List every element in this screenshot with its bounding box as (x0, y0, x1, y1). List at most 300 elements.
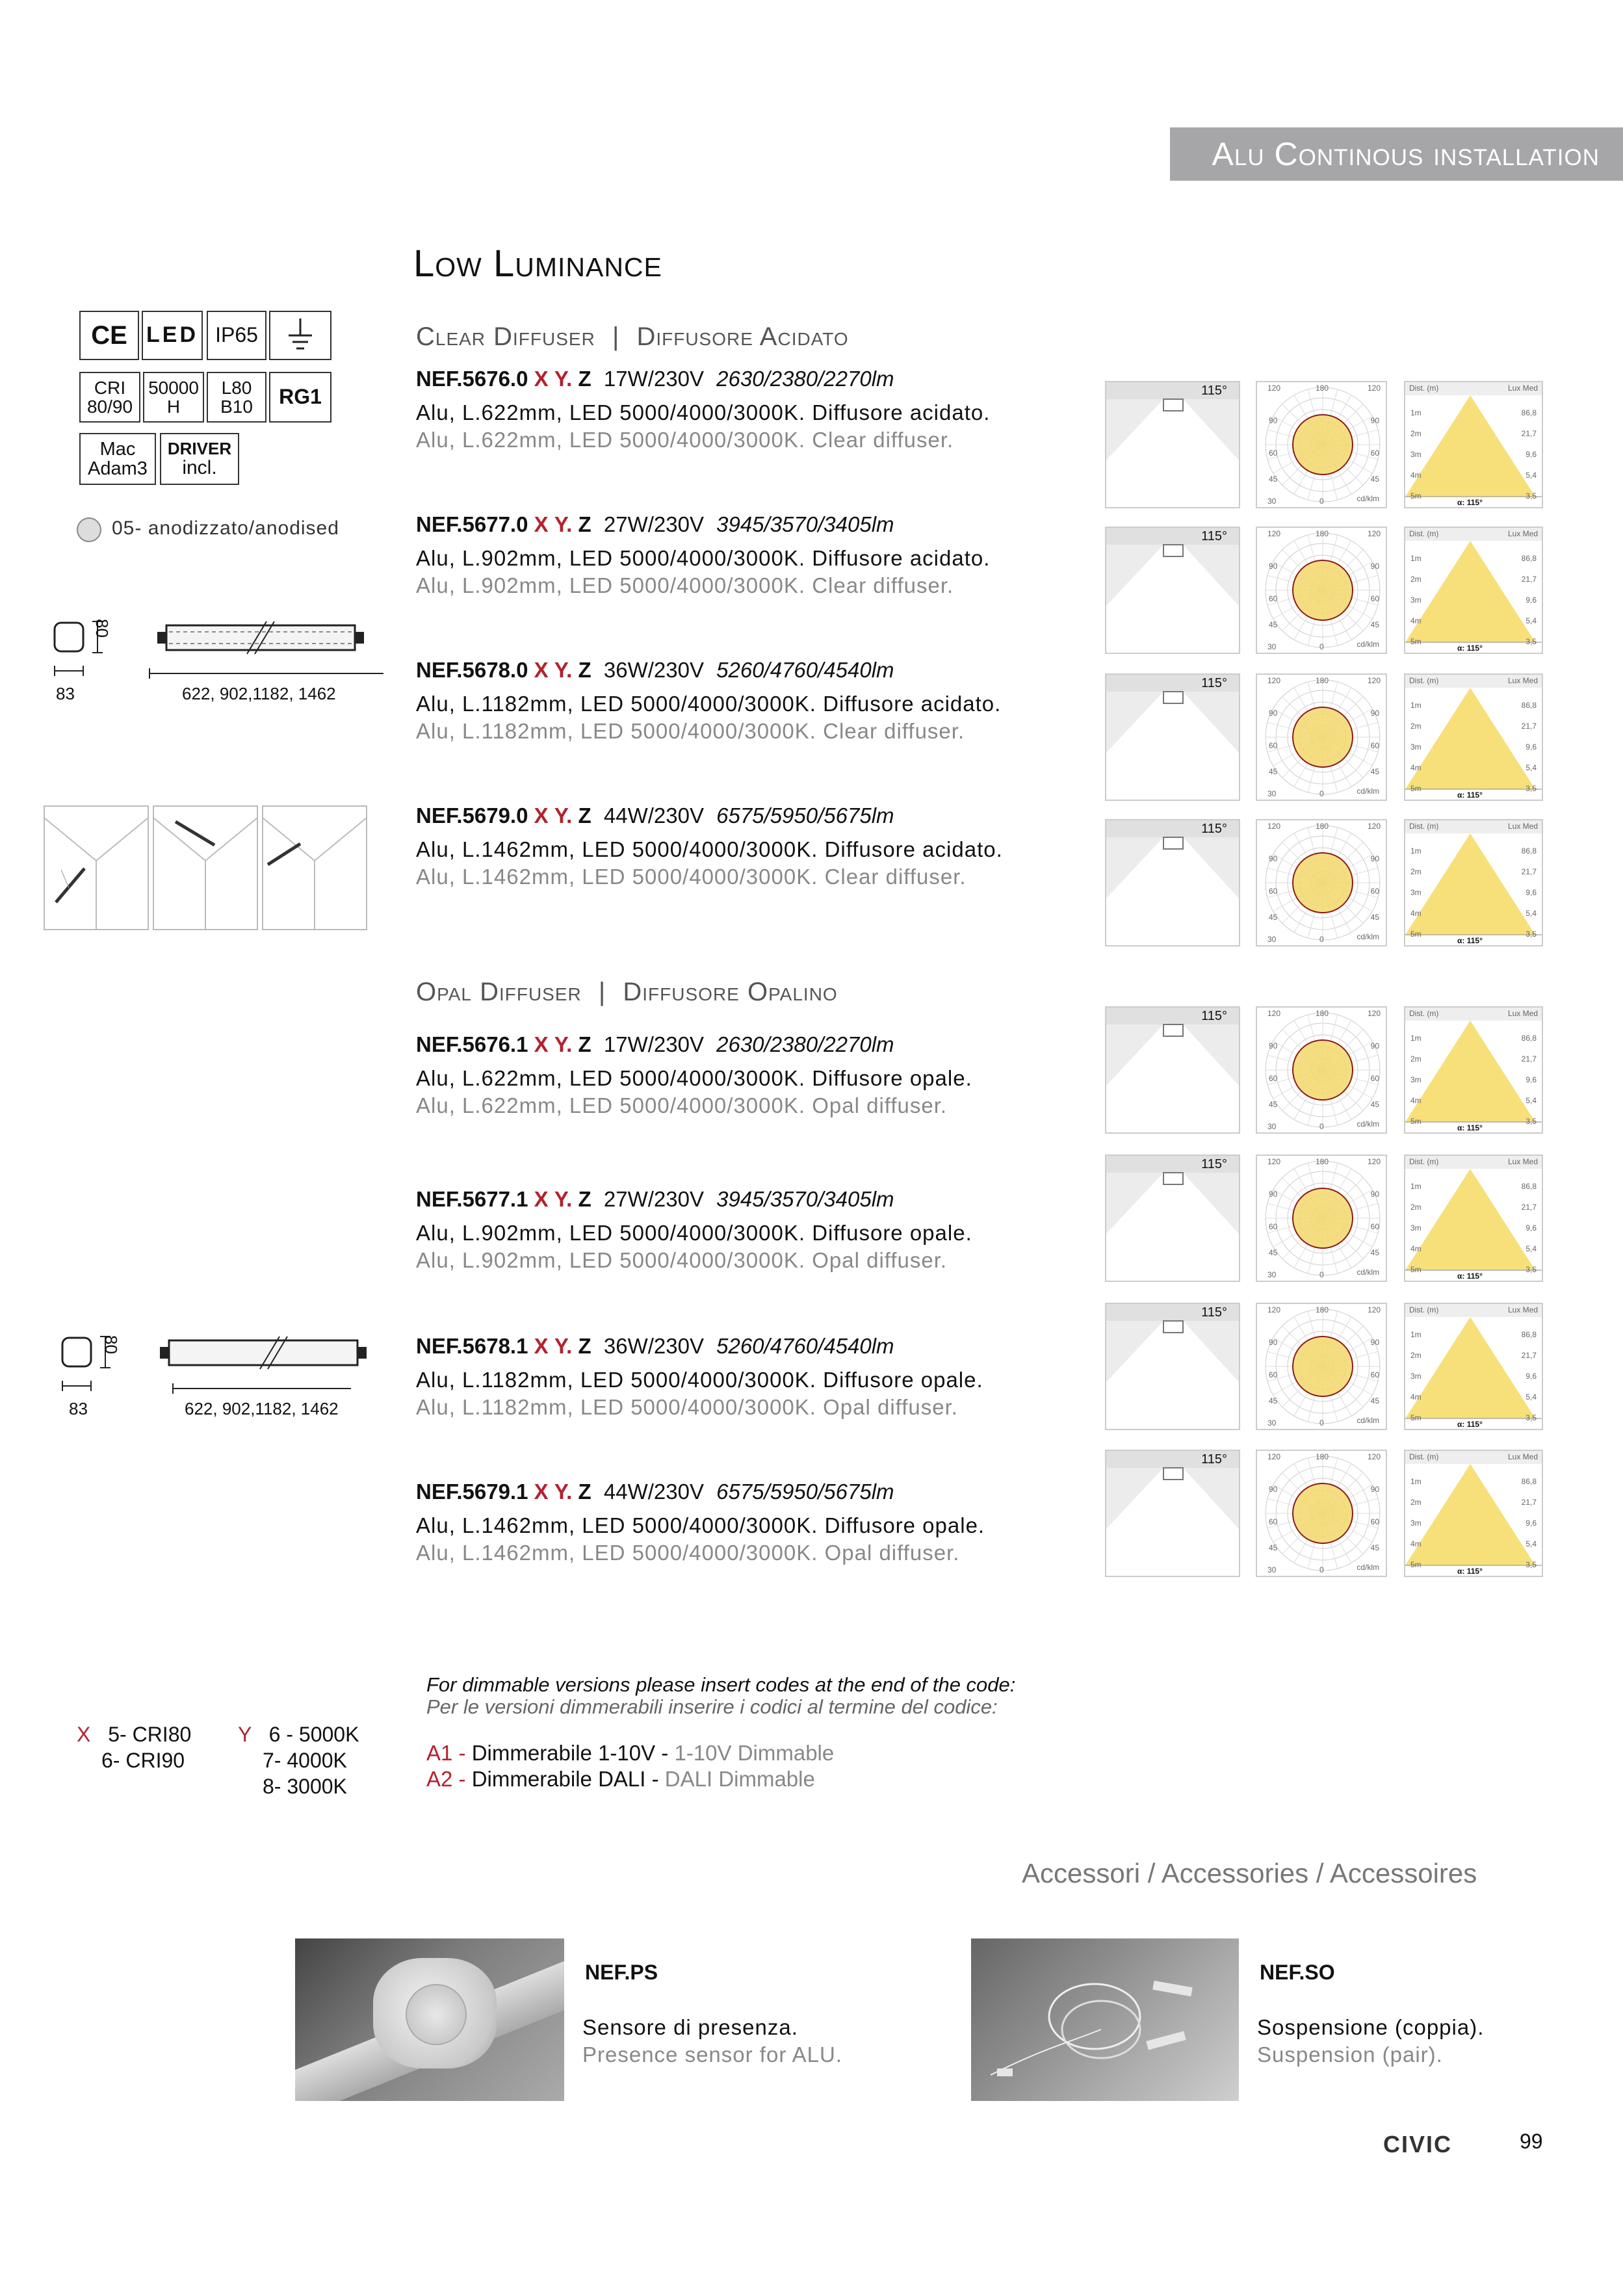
lux-value: 21,7 (1521, 1054, 1537, 1063)
polar-tick-l90: 90 (1269, 854, 1278, 863)
lux-value: 3,5 (1526, 1265, 1537, 1274)
polar-diagram (1256, 1450, 1387, 1577)
page-number: 99 (1520, 2130, 1543, 2153)
polar-tick-b0: 0 (1319, 497, 1324, 506)
polar-tick-tr: 120 (1367, 384, 1381, 393)
polar-tick-r60: 60 (1370, 741, 1379, 750)
suspension-cable-icon (971, 1938, 1239, 2101)
product-heading (416, 1334, 1066, 1359)
polar-tick-l90: 90 (1269, 562, 1278, 571)
lux-distance: 4m (1410, 763, 1422, 772)
lux-value: 5,4 (1526, 763, 1537, 772)
finish-swatch (77, 517, 101, 542)
product-z: Z (578, 1334, 591, 1358)
beam-angle: 115° (1201, 384, 1227, 398)
dimming-a1-sep1: - (452, 1741, 472, 1765)
beam-angle: 115° (1201, 822, 1227, 836)
lux-distance: 2m (1410, 429, 1422, 438)
polar-tick-b0: 0 (1319, 642, 1324, 651)
polar-tick-r60: 60 (1370, 1222, 1379, 1231)
polar-unit: cd/klm (1357, 1119, 1379, 1128)
polar-tick-l60: 60 (1269, 887, 1278, 896)
lux-value: 3,5 (1526, 1560, 1537, 1569)
lux-value: 5,4 (1526, 1244, 1537, 1253)
legend-y (238, 1723, 359, 1747)
lux-distance: 5m (1410, 1560, 1422, 1569)
lux-table (1404, 1006, 1543, 1134)
lux-value: 86,8 (1521, 1182, 1537, 1191)
lux-distance: 3m (1410, 1372, 1422, 1381)
lux-distance: 2m (1410, 1351, 1422, 1360)
hours-badge: 50000 H (143, 372, 204, 423)
polar-tick-l60: 60 (1269, 1074, 1278, 1083)
polar-diagram (1256, 1006, 1387, 1134)
lux-value: 21,7 (1521, 1498, 1537, 1507)
polar-tick-b30: 30 (1267, 1270, 1277, 1279)
lux-cone-icon (1405, 1008, 1542, 1132)
polar-tick-tm: 180 (1316, 1305, 1329, 1314)
product-heading (416, 803, 1066, 828)
product-code: NEF.5677.1 (416, 1187, 528, 1211)
polar-tick-r90: 90 (1370, 709, 1379, 718)
product-y: Y. (554, 367, 573, 391)
lux-value: 86,8 (1521, 1034, 1537, 1043)
product-code: NEF.5679.1 (416, 1480, 528, 1504)
product-z: Z (578, 512, 591, 536)
lux-value: 86,8 (1521, 554, 1537, 563)
dimming-a2-sep1: - (452, 1767, 472, 1791)
polar-tick-tl: 120 (1267, 384, 1281, 393)
product-item (416, 1480, 1066, 1565)
lux-value: 5,4 (1526, 909, 1537, 918)
lux-distance: 1m (1410, 846, 1422, 855)
lux-value: 21,7 (1521, 867, 1537, 876)
product-flux: 5260/4760/4540lm (716, 1334, 894, 1358)
beam-angle: 115° (1201, 1452, 1227, 1467)
lux-value: 3,5 (1526, 637, 1537, 646)
product-z: Z (578, 803, 591, 828)
product-power: 27W/230V (603, 1187, 704, 1211)
lux-distance: 1m (1410, 408, 1422, 417)
polar-tick-r90: 90 (1370, 1041, 1379, 1050)
polar-unit: cd/klm (1357, 640, 1379, 649)
lux-distance: 1m (1410, 1330, 1422, 1339)
polar-curve-icon (1257, 675, 1386, 800)
lux-distance: 4m (1410, 1244, 1422, 1253)
polar-tick-b30: 30 (1267, 1565, 1277, 1574)
page-title: Low Luminance (413, 242, 662, 285)
dimming-a1-en: 1-10V Dimmable (674, 1741, 835, 1765)
product-heading (416, 1032, 1066, 1057)
suspension-photo (971, 1938, 1239, 2101)
lux-distance: 5m (1410, 491, 1422, 501)
lux-distance: 1m (1410, 701, 1422, 710)
beam-diagram (1105, 673, 1240, 801)
polar-tick-r90: 90 (1370, 1485, 1379, 1494)
lux-dist-header: Dist. (m) (1409, 822, 1439, 831)
dim-height-clear: 80 (92, 619, 112, 638)
polar-tick-b30: 30 (1267, 1122, 1277, 1131)
polar-tick-tm: 180 (1316, 384, 1329, 393)
lux-alpha: α: 115° (1457, 1567, 1483, 1576)
polar-tick-b30: 30 (1267, 935, 1277, 944)
lux-value: 21,7 (1521, 1203, 1537, 1212)
product-power: 27W/230V (603, 512, 704, 536)
accessory-it-ps: Sensore di presenza. (582, 2015, 798, 2039)
polar-tick-l45: 45 (1269, 620, 1278, 629)
lux-header: Lux Med (1507, 676, 1538, 685)
lux-value: 5,4 (1526, 471, 1537, 480)
lux-value: 9,6 (1526, 1372, 1537, 1381)
product-flux: 3945/3570/3405lm (716, 1187, 894, 1211)
section-opal-sep: | (598, 978, 606, 1006)
lux-alpha: α: 115° (1457, 498, 1483, 507)
lux-table (1404, 673, 1543, 801)
finish-label: 05- anodizzato/anodised (112, 517, 339, 539)
accessory-code-so: NEF.SO (1260, 1961, 1335, 1984)
polar-tick-l90: 90 (1269, 1485, 1278, 1494)
beam-angle: 115° (1201, 529, 1227, 543)
polar-tick-tm: 180 (1316, 822, 1329, 831)
lux-value: 3,5 (1526, 784, 1537, 793)
polar-tick-b30: 30 (1267, 1418, 1277, 1428)
lux-distance: 3m (1410, 1223, 1422, 1233)
product-desc-it: Alu, L.902mm, LED 5000/4000/3000K. Diffusore opale. (416, 1221, 972, 1245)
lux-value: 9,6 (1526, 595, 1537, 605)
legend-x-item-1: 6- CRI90 (101, 1749, 185, 1772)
lux-value: 3,5 (1526, 1413, 1537, 1422)
section-clear-it: Diffusore Acidato (636, 322, 849, 351)
lux-distance: 2m (1410, 575, 1422, 584)
lux-dist-header: Dist. (m) (1409, 529, 1439, 538)
polar-diagram (1256, 527, 1387, 654)
product-y: Y. (554, 658, 573, 682)
lux-value: 86,8 (1521, 701, 1537, 710)
product-item (416, 367, 1066, 452)
product-power: 36W/230V (603, 1334, 704, 1358)
polar-tick-l45: 45 (1269, 913, 1278, 922)
dimming-note-en: For dimmable versions please insert codes at the end of the code: (426, 1673, 1016, 1696)
lux-distance: 1m (1410, 1477, 1422, 1486)
section-clear-en: Clear Diffuser (416, 322, 595, 351)
dim-width-clear: 83 (56, 684, 75, 703)
lux-distance: 4m (1410, 1539, 1422, 1548)
polar-tick-tl: 120 (1267, 1452, 1281, 1461)
led-badge: LED (142, 311, 203, 360)
beam-angle: 115° (1201, 1157, 1227, 1171)
product-x: X (534, 1480, 549, 1504)
polar-tick-l45: 45 (1269, 1100, 1278, 1109)
polar-tick-tl: 120 (1267, 529, 1281, 538)
polar-tick-r45: 45 (1370, 620, 1379, 629)
polar-curve-icon (1257, 1451, 1386, 1576)
lux-value: 21,7 (1521, 429, 1537, 438)
product-heading (416, 1480, 1066, 1504)
lux-header: Lux Med (1507, 384, 1538, 393)
legend-y-item-0: 6 - 5000K (268, 1723, 359, 1746)
lux-table (1404, 1303, 1543, 1430)
product-code: NEF.5679.0 (416, 803, 528, 828)
polar-tick-r60: 60 (1370, 887, 1379, 896)
product-flux: 3945/3570/3405lm (716, 512, 894, 536)
polar-tick-r60: 60 (1370, 594, 1379, 603)
lux-cone-icon (1405, 1156, 1542, 1281)
lux-distance: 4m (1410, 1096, 1422, 1105)
dim-height-opal: 80 (101, 1335, 121, 1354)
polar-tick-r45: 45 (1370, 1100, 1379, 1109)
rg1-badge: RG1 (269, 372, 331, 423)
lux-cone-icon (1405, 820, 1542, 945)
polar-tick-r60: 60 (1370, 1370, 1379, 1379)
polar-diagram (1256, 1155, 1387, 1282)
polar-tick-tm: 180 (1316, 1452, 1329, 1461)
product-desc-en: Alu, L.902mm, LED 5000/4000/3000K. Clear diffuser. (416, 573, 954, 597)
beam-cone-icon (1106, 675, 1239, 800)
product-x: X (534, 803, 549, 828)
legend-y-item-2: 8- 3000K (263, 1775, 347, 1798)
lux-distance: 5m (1410, 637, 1422, 646)
beam-diagram (1105, 1006, 1240, 1134)
polar-tick-tl: 120 (1267, 1009, 1281, 1018)
polar-tick-b0: 0 (1319, 1565, 1324, 1574)
lux-distance: 3m (1410, 742, 1422, 751)
beam-cone-icon (1106, 528, 1239, 653)
product-y: Y. (554, 1032, 573, 1056)
product-desc-en: Alu, L.1462mm, LED 5000/4000/3000K. Clear diffuser. (416, 865, 967, 889)
polar-unit: cd/klm (1357, 494, 1379, 503)
section-clear-sep: | (612, 322, 620, 351)
lux-value: 21,7 (1521, 722, 1537, 731)
polar-unit: cd/klm (1357, 787, 1379, 796)
lux-header: Lux Med (1507, 822, 1538, 831)
lux-distance: 5m (1410, 784, 1422, 793)
ground-icon (281, 316, 320, 355)
polar-tick-l45: 45 (1269, 475, 1278, 484)
product-item (416, 1334, 1066, 1420)
legend-x-label: X (77, 1723, 91, 1746)
polar-tick-l45: 45 (1269, 1396, 1278, 1405)
lux-distance: 5m (1410, 930, 1422, 939)
dimming-item-a2 (426, 1767, 815, 1792)
driver-badge (160, 433, 239, 485)
lux-distance: 1m (1410, 554, 1422, 563)
polar-tick-r45: 45 (1370, 913, 1379, 922)
lux-value: 86,8 (1521, 846, 1537, 855)
lux-table (1404, 1450, 1543, 1577)
lux-table (1404, 381, 1543, 508)
lux-distance: 2m (1410, 1054, 1422, 1063)
lux-header: Lux Med (1507, 529, 1538, 538)
product-y: Y. (554, 1187, 573, 1211)
polar-tick-r60: 60 (1370, 1074, 1379, 1083)
polar-tick-tr: 120 (1367, 676, 1381, 685)
product-code: NEF.5678.0 (416, 658, 528, 682)
polar-tick-tm: 180 (1316, 1157, 1329, 1166)
accessory-en-ps: Presence sensor for ALU. (582, 2042, 843, 2067)
lux-header: Lux Med (1507, 1452, 1538, 1461)
lux-distance: 3m (1410, 1519, 1422, 1528)
product-desc-it: Alu, L.1182mm, LED 5000/4000/3000K. Diffusore acidato. (416, 692, 1002, 716)
polar-curve-icon (1257, 1304, 1386, 1429)
lux-table (1404, 1155, 1543, 1282)
section-opal-it: Diffusore Opalino (623, 978, 838, 1006)
product-item (416, 803, 1066, 889)
polar-tick-b30: 30 (1267, 789, 1277, 798)
polar-unit: cd/klm (1357, 1416, 1379, 1425)
product-flux: 2630/2380/2270lm (716, 1032, 894, 1056)
lux-distance: 1m (1410, 1182, 1422, 1191)
product-heading (416, 1187, 1066, 1212)
product-desc-it: Alu, L.1182mm, LED 5000/4000/3000K. Diffusore opale. (416, 1368, 983, 1392)
beam-angle: 115° (1201, 1009, 1227, 1023)
product-flux: 5260/4760/4540lm (716, 658, 894, 682)
product-desc-en: Alu, L.1182mm, LED 5000/4000/3000K. Clear diffuser. (416, 719, 965, 743)
lux-dist-header: Dist. (m) (1409, 676, 1439, 685)
polar-curve-icon (1257, 1156, 1386, 1281)
product-x: X (534, 512, 549, 536)
product-heading (416, 658, 1066, 683)
polar-tick-l90: 90 (1269, 709, 1278, 718)
polar-tick-tl: 120 (1267, 676, 1281, 685)
beam-diagram (1105, 819, 1240, 946)
lux-value: 86,8 (1521, 1477, 1537, 1486)
lux-distance: 5m (1410, 1265, 1422, 1274)
beam-cone-icon (1106, 820, 1239, 945)
product-heading (416, 512, 1066, 537)
polar-tick-tr: 120 (1367, 1305, 1381, 1314)
product-z: Z (578, 1480, 591, 1504)
driver-label: DRIVER (167, 438, 232, 458)
lux-alpha: α: 115° (1457, 936, 1483, 945)
lux-value: 5,4 (1526, 1096, 1537, 1105)
lux-cone-icon (1405, 382, 1542, 507)
polar-tick-l45: 45 (1269, 1248, 1278, 1257)
polar-tick-l60: 60 (1269, 449, 1278, 458)
lux-cone-icon (1405, 528, 1542, 653)
product-power: 17W/230V (603, 367, 704, 391)
polar-tick-tr: 120 (1367, 822, 1381, 831)
product-item (416, 658, 1066, 744)
dimming-note-it: Per le versioni dimmerabili inserire i codici al termine del codice: (426, 1695, 998, 1718)
product-x: X (534, 658, 549, 682)
dimming-item-a1 (426, 1741, 834, 1766)
polar-tick-l45: 45 (1269, 767, 1278, 776)
lux-distance: 4m (1410, 909, 1422, 918)
lux-value: 3,5 (1526, 930, 1537, 939)
polar-tick-tr: 120 (1367, 529, 1381, 538)
lux-dist-header: Dist. (m) (1409, 1009, 1439, 1018)
beam-cone-icon (1106, 382, 1239, 507)
polar-tick-tm: 180 (1316, 676, 1329, 685)
product-x: X (534, 367, 549, 391)
polar-tick-r90: 90 (1370, 416, 1379, 425)
lux-distance: 1m (1410, 1034, 1422, 1043)
product-code: NEF.5677.0 (416, 512, 528, 536)
dimming-a1-it: Dimmerabile 1-10V (471, 1741, 656, 1765)
product-z: Z (578, 1032, 591, 1056)
product-x: X (534, 1032, 549, 1056)
beam-cone-icon (1106, 1451, 1239, 1576)
beam-angle: 115° (1201, 1305, 1227, 1320)
polar-tick-l60: 60 (1269, 741, 1278, 750)
product-code: NEF.5678.1 (416, 1334, 528, 1358)
legend-y-label: Y (238, 1723, 252, 1746)
beam-angle: 115° (1201, 676, 1227, 690)
beam-diagram (1105, 1303, 1240, 1430)
product-desc-en: Alu, L.902mm, LED 5000/4000/3000K. Opal diffuser. (416, 1248, 948, 1272)
legend-x-item-0: 5- CRI80 (108, 1723, 192, 1746)
polar-tick-tl: 120 (1267, 1305, 1281, 1314)
polar-tick-b30: 30 (1267, 642, 1277, 651)
product-flux: 2630/2380/2270lm (716, 367, 894, 391)
lux-value: 9,6 (1526, 1223, 1537, 1233)
dimming-a2-sep2: - (645, 1767, 665, 1791)
lux-distance: 2m (1410, 867, 1422, 876)
cri-badge: CRI 80/90 (79, 372, 140, 423)
product-power: 44W/230V (603, 1480, 704, 1504)
polar-diagram (1256, 381, 1387, 508)
polar-curve-icon (1257, 528, 1386, 653)
dimming-a2-code: A2 (426, 1767, 453, 1791)
polar-curve-icon (1257, 1008, 1386, 1132)
polar-unit: cd/klm (1357, 1563, 1379, 1572)
lux-alpha: α: 115° (1457, 644, 1483, 653)
beam-diagram (1105, 1450, 1240, 1577)
product-y: Y. (554, 803, 573, 828)
polar-diagram (1256, 819, 1387, 946)
polar-tick-r45: 45 (1370, 767, 1379, 776)
product-item (416, 1032, 1066, 1118)
lux-cone-icon (1405, 1304, 1542, 1429)
ground-badge (269, 311, 331, 360)
brand-logo: CIVIC (1383, 2131, 1453, 2158)
product-power: 17W/230V (603, 1032, 704, 1056)
lux-table (1404, 527, 1543, 654)
polar-tick-tl: 120 (1267, 1157, 1281, 1166)
polar-unit: cd/klm (1357, 932, 1379, 941)
lux-alpha: α: 115° (1457, 1420, 1483, 1429)
polar-tick-r45: 45 (1370, 1396, 1379, 1405)
dimming-a2-en: DALI Dimmable (664, 1767, 815, 1791)
product-y: Y. (554, 1334, 573, 1358)
ip65-badge: IP65 (207, 311, 266, 360)
polar-tick-l60: 60 (1269, 594, 1278, 603)
polar-tick-b0: 0 (1319, 1122, 1324, 1131)
product-x: X (534, 1334, 549, 1358)
accessories-title: Accessori / Accessories / Accessoires (1022, 1858, 1477, 1888)
polar-tick-l90: 90 (1269, 1041, 1278, 1050)
driver-incl: incl. (182, 456, 217, 478)
section-title-opal (416, 978, 838, 1007)
installation-sketches (43, 805, 370, 932)
product-flux: 6575/5950/5675lm (716, 1480, 894, 1504)
beam-diagram (1105, 381, 1240, 508)
lux-distance: 2m (1410, 722, 1422, 731)
lux-alpha: α: 115° (1457, 1272, 1483, 1281)
beam-cone-icon (1106, 1304, 1239, 1429)
product-y: Y. (554, 1480, 573, 1504)
lux-value: 21,7 (1521, 575, 1537, 584)
sensor-photo (295, 1938, 564, 2101)
polar-curve-icon (1257, 820, 1386, 945)
lux-distance: 3m (1410, 450, 1422, 459)
lux-value: 9,6 (1526, 1519, 1537, 1528)
polar-tick-tr: 120 (1367, 1009, 1381, 1018)
beam-diagram (1105, 527, 1240, 654)
beam-cone-icon (1106, 1008, 1239, 1132)
lux-value: 5,4 (1526, 1392, 1537, 1402)
dimming-a2-it: Dimmerabile DALI (471, 1767, 646, 1791)
